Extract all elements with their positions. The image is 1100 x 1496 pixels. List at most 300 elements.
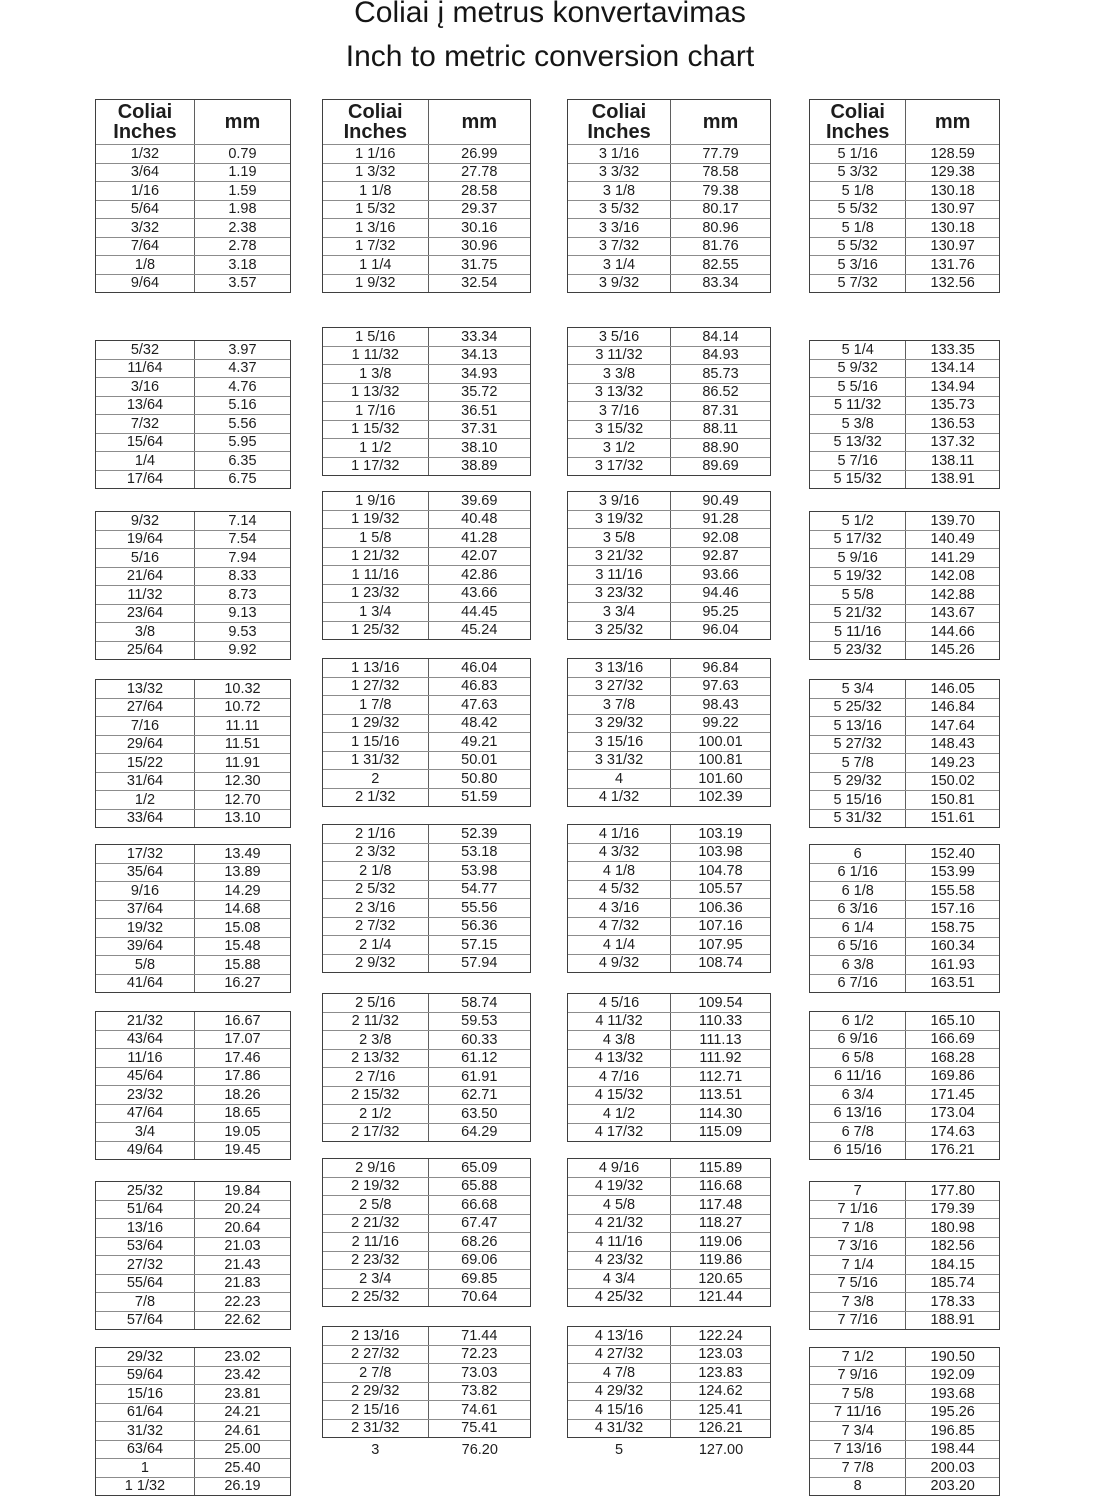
mm-cell: 182.56 [930, 1238, 975, 1255]
inches-cell: 27/64 [96, 699, 195, 717]
table-row [96, 1366, 290, 1385]
inches-cell: 2 11/32 [323, 1013, 429, 1031]
table-row [96, 1122, 290, 1141]
mm-cell: 21.43 [224, 1256, 261, 1273]
mm-cell: 111.13 [699, 1031, 742, 1048]
table-row [810, 900, 999, 919]
table-row [96, 377, 290, 396]
inches-cell: 6 1/8 [810, 882, 906, 900]
inches-cell: 7 7/16 [810, 1312, 906, 1330]
table-column-4 [809, 99, 1000, 1496]
table-row [323, 898, 530, 917]
inches-cell: 1 13/32 [323, 384, 429, 402]
inches-cell: 2 5/16 [323, 994, 429, 1012]
inches-cell: 5 5/16 [810, 378, 906, 396]
table-row [96, 790, 290, 809]
table-row [323, 714, 530, 733]
mm-cell: 58.74 [461, 994, 498, 1011]
conversion-table-block [95, 511, 291, 660]
inches-cell: 1 5/32 [323, 201, 429, 219]
table-row [568, 1067, 770, 1086]
table-row [96, 845, 290, 863]
mm-cell: 50.80 [461, 770, 498, 787]
inches-cell: 5 1/2 [810, 512, 906, 530]
mm-cell: 171.45 [930, 1086, 975, 1103]
conversion-table-block [809, 340, 1000, 489]
inches-cell: 1 7/8 [323, 696, 429, 714]
mm-cell: 31.75 [461, 256, 498, 273]
mm-cell: 22.62 [224, 1312, 261, 1329]
mm-cell: 125.41 [698, 1401, 743, 1418]
table-row [323, 935, 530, 954]
table-row [810, 451, 999, 470]
table-row [96, 1182, 290, 1200]
inches-cell: 4 7/8 [568, 1364, 671, 1382]
inches-cell: 7 1/16 [810, 1201, 906, 1219]
conversion-table-block [567, 1158, 771, 1307]
inches-cell: 25/64 [96, 642, 195, 660]
inches-cell: 4 7/32 [568, 918, 671, 936]
mm-cell: 79.38 [702, 182, 739, 199]
inches-cell: 2 7/8 [323, 1364, 429, 1382]
inches-cell: 2 17/32 [323, 1124, 429, 1142]
inches-cell: 1 3/32 [323, 164, 429, 182]
mm-cell: 1.19 [228, 164, 257, 181]
inches-cell: 5 [614, 1441, 624, 1458]
inches-cell: 6 5/8 [810, 1049, 906, 1067]
mm-cell: 71.44 [461, 1327, 498, 1344]
mm-cell: 110.33 [698, 1013, 743, 1030]
inches-cell: 19/32 [96, 919, 195, 937]
table-row [568, 843, 770, 862]
mm-cell: 43.66 [461, 585, 498, 602]
table-row [810, 1085, 999, 1104]
mm-cell: 73.03 [461, 1364, 498, 1381]
table-row [810, 1182, 999, 1200]
mm-cell: 76.20 [461, 1441, 498, 1458]
table-row [323, 1382, 530, 1401]
mm-cell: 45.24 [461, 622, 498, 639]
conversion-table-block [567, 327, 771, 476]
mm-cell: 10.72 [224, 699, 261, 716]
table-row [568, 237, 770, 256]
table-row [568, 401, 770, 420]
mm-cell: 20.64 [224, 1219, 261, 1236]
inches-cell: 2 9/16 [323, 1159, 429, 1177]
table-row [568, 825, 770, 843]
inches-cell: 6 [810, 845, 906, 863]
mm-cell: 65.88 [461, 1178, 498, 1195]
inches-cell: 19/64 [96, 531, 195, 549]
inches-cell: 5 7/8 [810, 754, 906, 772]
mm-cell: 44.45 [461, 603, 498, 620]
table-row [96, 163, 290, 182]
inches-cell: 1 3/16 [323, 219, 429, 237]
mm-cell: 11.91 [224, 754, 261, 771]
table-row [96, 1384, 290, 1403]
mm-cell: 84.93 [702, 347, 739, 364]
table-row [96, 1311, 290, 1330]
table-header-row [96, 100, 290, 144]
mm-cell: 2.38 [228, 219, 257, 236]
table-row [323, 274, 530, 293]
conversion-table-block [95, 99, 291, 293]
inches-cell: 1 1/2 [323, 439, 429, 457]
mm-cell: 15.88 [224, 956, 261, 973]
table-row [96, 396, 290, 415]
table-row [96, 680, 290, 698]
conversion-table-block [809, 1011, 1000, 1160]
mm-cell: 80.17 [702, 201, 739, 218]
header-inches-line1: Coliai [348, 101, 403, 123]
inches-cell: 5 19/32 [810, 568, 906, 586]
table-row [568, 1419, 770, 1438]
inches-cell: 4 9/16 [568, 1159, 671, 1177]
mm-cell: 55.56 [461, 899, 498, 916]
inches-cell: 3 1/16 [568, 145, 671, 163]
inches-cell: 2 31/32 [323, 1420, 429, 1438]
inches-cell: 2 3/32 [323, 844, 429, 862]
mm-cell: 100.01 [698, 733, 743, 750]
table-row [810, 863, 999, 882]
mm-cell: 52.39 [461, 825, 498, 842]
mm-cell: 23.02 [224, 1348, 261, 1365]
table-row [323, 1123, 530, 1142]
table-row [568, 861, 770, 880]
table-row [96, 1085, 290, 1104]
table-row [568, 935, 770, 954]
mm-cell: 8.73 [228, 586, 257, 603]
inches-cell: 45/64 [96, 1068, 195, 1086]
inches-cell: 2 1/16 [323, 825, 429, 843]
table-row [568, 769, 770, 788]
mm-cell: 69.06 [461, 1252, 498, 1269]
table-header-row [568, 100, 770, 144]
mm-cell: 74.61 [461, 1401, 498, 1418]
table-row [96, 1274, 290, 1293]
mm-cell: 134.14 [930, 360, 975, 377]
inches-cell: 3 23/32 [568, 585, 671, 603]
mm-cell: 13.10 [224, 810, 261, 827]
mm-cell: 119.06 [698, 1233, 743, 1250]
inches-cell: 1/2 [96, 791, 195, 809]
table-row [810, 274, 999, 293]
table-row [568, 218, 770, 237]
mm-cell: 153.99 [930, 864, 975, 881]
inches-cell: 2 3/8 [323, 1031, 429, 1049]
table-row [96, 567, 290, 586]
table-row [323, 420, 530, 439]
table-row [323, 1049, 530, 1068]
mm-cell: 66.68 [461, 1196, 498, 1213]
inches-cell: 3 31/32 [568, 752, 671, 770]
inches-cell: 4 13/32 [568, 1050, 671, 1068]
table-row [323, 1214, 530, 1233]
mm-cell: 14.68 [224, 901, 261, 918]
mm-cell: 89.69 [702, 458, 739, 475]
table-row [810, 341, 999, 359]
inches-cell: 23/32 [96, 1086, 195, 1104]
inches-cell: 3 5/32 [568, 201, 671, 219]
table-row [96, 1403, 290, 1422]
mm-cell: 88.11 [702, 421, 739, 438]
inches-cell: 17/32 [96, 845, 195, 863]
table-row [323, 1232, 530, 1251]
table-row [568, 584, 770, 603]
table-row [568, 1232, 770, 1251]
table-row [568, 621, 770, 640]
table-row [96, 433, 290, 452]
mm-cell: 108.74 [698, 955, 743, 972]
inches-cell: 1 1/32 [96, 1478, 195, 1496]
inches-cell: 1 1/16 [323, 145, 429, 163]
inches-cell: 5 15/16 [810, 791, 906, 809]
table-row [568, 732, 770, 751]
mm-cell: 94.46 [702, 585, 739, 602]
table-row [323, 163, 530, 182]
mm-cell: 81.76 [702, 238, 739, 255]
mm-cell: 8.33 [228, 568, 257, 585]
mm-cell: 12.30 [224, 773, 261, 790]
mm-cell: 160.34 [930, 938, 975, 955]
inches-cell: 43/64 [96, 1031, 195, 1049]
mm-cell: 101.60 [698, 770, 743, 787]
table-row [96, 1477, 290, 1496]
table-column-2 [322, 99, 531, 1458]
inches-cell: 4 15/32 [568, 1087, 671, 1105]
table-row [568, 274, 770, 293]
mm-cell: 104.78 [698, 862, 743, 879]
mm-cell: 168.28 [930, 1049, 975, 1066]
inches-cell: 4 7/16 [568, 1068, 671, 1086]
inches-cell: 5/64 [96, 201, 195, 219]
table-row [568, 492, 770, 510]
table-row [96, 1440, 290, 1459]
table-row [568, 1269, 770, 1288]
mm-cell: 70.64 [461, 1289, 498, 1306]
mm-cell: 14.29 [224, 882, 261, 899]
mm-cell: 64.29 [461, 1124, 498, 1141]
mm-cell: 177.80 [930, 1182, 975, 1199]
column-header-mm: mm [224, 111, 261, 133]
inches-cell: 8 [810, 1478, 906, 1496]
mm-cell: 17.07 [224, 1031, 261, 1048]
inches-cell: 13/64 [96, 397, 195, 415]
table-row [810, 359, 999, 378]
table-row [96, 772, 290, 791]
inches-cell: 7/32 [96, 415, 195, 433]
table-row [96, 548, 290, 567]
table-row [568, 528, 770, 547]
inches-cell: 1 11/16 [323, 566, 429, 584]
mm-cell: 54.77 [461, 881, 498, 898]
inches-cell: 5 15/32 [810, 471, 906, 489]
table-row [568, 144, 770, 163]
table-row [96, 414, 290, 433]
mm-cell: 146.05 [930, 680, 975, 697]
mm-cell: 114.30 [698, 1105, 743, 1122]
conversion-table-block [809, 1181, 1000, 1330]
table-row [568, 163, 770, 182]
inches-cell: 5 5/32 [810, 201, 906, 219]
mm-cell: 127.00 [698, 1441, 744, 1458]
inches-cell: 2 23/32 [323, 1252, 429, 1270]
table-row [323, 695, 530, 714]
mm-cell: 98.43 [702, 696, 739, 713]
table-row [810, 790, 999, 809]
mm-cell: 21.83 [224, 1275, 261, 1292]
inches-cell: 7 9/16 [810, 1367, 906, 1385]
inches-cell: 4 29/32 [568, 1383, 671, 1401]
mm-cell: 147.64 [930, 717, 975, 734]
inches-cell: 5 9/16 [810, 549, 906, 567]
mm-cell: 87.31 [702, 402, 739, 419]
inches-cell: 13/16 [96, 1219, 195, 1237]
inches-cell: 5 1/4 [810, 341, 906, 359]
mm-cell: 88.90 [702, 439, 739, 456]
mm-cell: 195.26 [930, 1404, 975, 1421]
table-row [810, 200, 999, 219]
table-row [568, 328, 770, 346]
table-row [96, 900, 290, 919]
mm-cell: 53.98 [461, 862, 498, 879]
table-row [96, 530, 290, 549]
table-row [323, 677, 530, 696]
mm-cell: 60.33 [461, 1031, 498, 1048]
mm-cell: 174.63 [930, 1123, 975, 1140]
inches-cell: 4 1/8 [568, 862, 671, 880]
table-row [810, 698, 999, 717]
mm-cell: 18.26 [224, 1086, 261, 1103]
mm-cell: 16.67 [224, 1012, 261, 1029]
inches-cell: 1/32 [96, 145, 195, 163]
mm-cell: 133.35 [930, 341, 975, 358]
inches-cell: 1 5/16 [323, 328, 429, 346]
inches-cell: 3 29/32 [568, 715, 671, 733]
column-header-inches [96, 100, 195, 144]
mm-cell: 130.18 [930, 219, 975, 236]
inches-cell: 4 3/4 [568, 1270, 671, 1288]
mm-cell: 148.43 [930, 736, 975, 753]
mm-cell: 1.59 [228, 182, 257, 199]
mm-cell: 85.73 [702, 365, 739, 382]
inches-cell: 4 23/32 [568, 1252, 671, 1270]
inches-cell: 3 1/8 [568, 182, 671, 200]
mm-cell: 65.09 [461, 1159, 498, 1176]
table-row [810, 1237, 999, 1256]
table-row [96, 937, 290, 956]
mm-cell: 196.85 [930, 1422, 975, 1439]
mm-cell: 5.95 [228, 434, 257, 451]
inches-cell: 3 15/32 [568, 421, 671, 439]
table-row [810, 1255, 999, 1274]
table-row [810, 1366, 999, 1385]
mm-cell: 23.42 [224, 1367, 261, 1384]
inches-cell: 3 13/16 [568, 659, 671, 677]
table-row [810, 845, 999, 863]
table-row [568, 1012, 770, 1031]
inches-cell: 4 11/16 [568, 1233, 671, 1251]
table-row [96, 1012, 290, 1030]
table-row [323, 200, 530, 219]
mm-cell: 96.84 [702, 659, 739, 676]
mm-cell: 35.72 [461, 384, 498, 401]
table-row [96, 1292, 290, 1311]
mm-cell: 40.48 [461, 511, 498, 528]
mm-cell: 24.61 [224, 1422, 261, 1439]
inches-cell: 1 3/4 [323, 603, 429, 621]
mm-cell: 198.44 [930, 1441, 975, 1458]
table-row [323, 328, 530, 346]
mm-cell: 150.81 [930, 791, 975, 808]
inches-cell: 6 1/4 [810, 919, 906, 937]
mm-cell: 130.97 [930, 238, 975, 255]
inches-cell: 27/32 [96, 1256, 195, 1274]
table-row [568, 1049, 770, 1068]
table-row [323, 994, 530, 1012]
table-row [568, 1104, 770, 1123]
table-row [810, 1403, 999, 1422]
conversion-table-block [322, 658, 531, 807]
inches-cell: 3/16 [96, 378, 195, 396]
table-row [810, 1477, 999, 1496]
mm-cell: 10.32 [224, 680, 261, 697]
mm-cell: 139.70 [930, 512, 975, 529]
table-row [323, 1419, 530, 1438]
inches-cell: 2 9/32 [323, 955, 429, 973]
mm-cell: 24.21 [224, 1404, 261, 1421]
mm-cell: 106.36 [698, 899, 743, 916]
inches-cell: 3/64 [96, 164, 195, 182]
mm-cell: 27.78 [461, 164, 498, 181]
mm-cell: 100.81 [698, 752, 743, 769]
inches-cell: 1 29/32 [323, 715, 429, 733]
mm-cell: 145.26 [930, 642, 975, 659]
header-inches-line1: Coliai [591, 101, 647, 123]
inches-cell: 4 1/32 [568, 789, 671, 807]
conversion-table-block [809, 679, 1000, 828]
inches-cell: 2 25/32 [323, 1289, 429, 1307]
inches-cell: 6 3/16 [810, 901, 906, 919]
table-row [323, 917, 530, 936]
table-row [568, 1345, 770, 1364]
inches-cell: 9/64 [96, 275, 195, 293]
mm-cell: 29.37 [461, 201, 498, 218]
mm-cell: 16.27 [224, 975, 261, 992]
table-row [568, 200, 770, 219]
mm-cell: 25.40 [224, 1459, 261, 1476]
inches-cell: 3/4 [96, 1123, 195, 1141]
mm-cell: 42.07 [461, 548, 498, 565]
mm-cell: 39.69 [461, 492, 498, 509]
mm-cell: 59.53 [461, 1013, 498, 1030]
table-row [96, 1421, 290, 1440]
inches-cell: 11/64 [96, 360, 195, 378]
mm-cell: 47.63 [461, 696, 498, 713]
table-row [323, 565, 530, 584]
inches-cell: 2 1/8 [323, 862, 429, 880]
table-row [323, 547, 530, 566]
table-row [568, 695, 770, 714]
mm-cell: 142.08 [930, 568, 975, 585]
mm-cell: 28.58 [461, 182, 498, 199]
inches-cell: 15/16 [96, 1385, 195, 1403]
page-subtitle: Inch to metric conversion chart [345, 40, 755, 73]
table-row [96, 181, 290, 200]
inches-cell: 1 7/32 [323, 238, 429, 256]
inches-cell: 1 21/32 [323, 548, 429, 566]
mm-cell: 116.68 [698, 1178, 743, 1195]
